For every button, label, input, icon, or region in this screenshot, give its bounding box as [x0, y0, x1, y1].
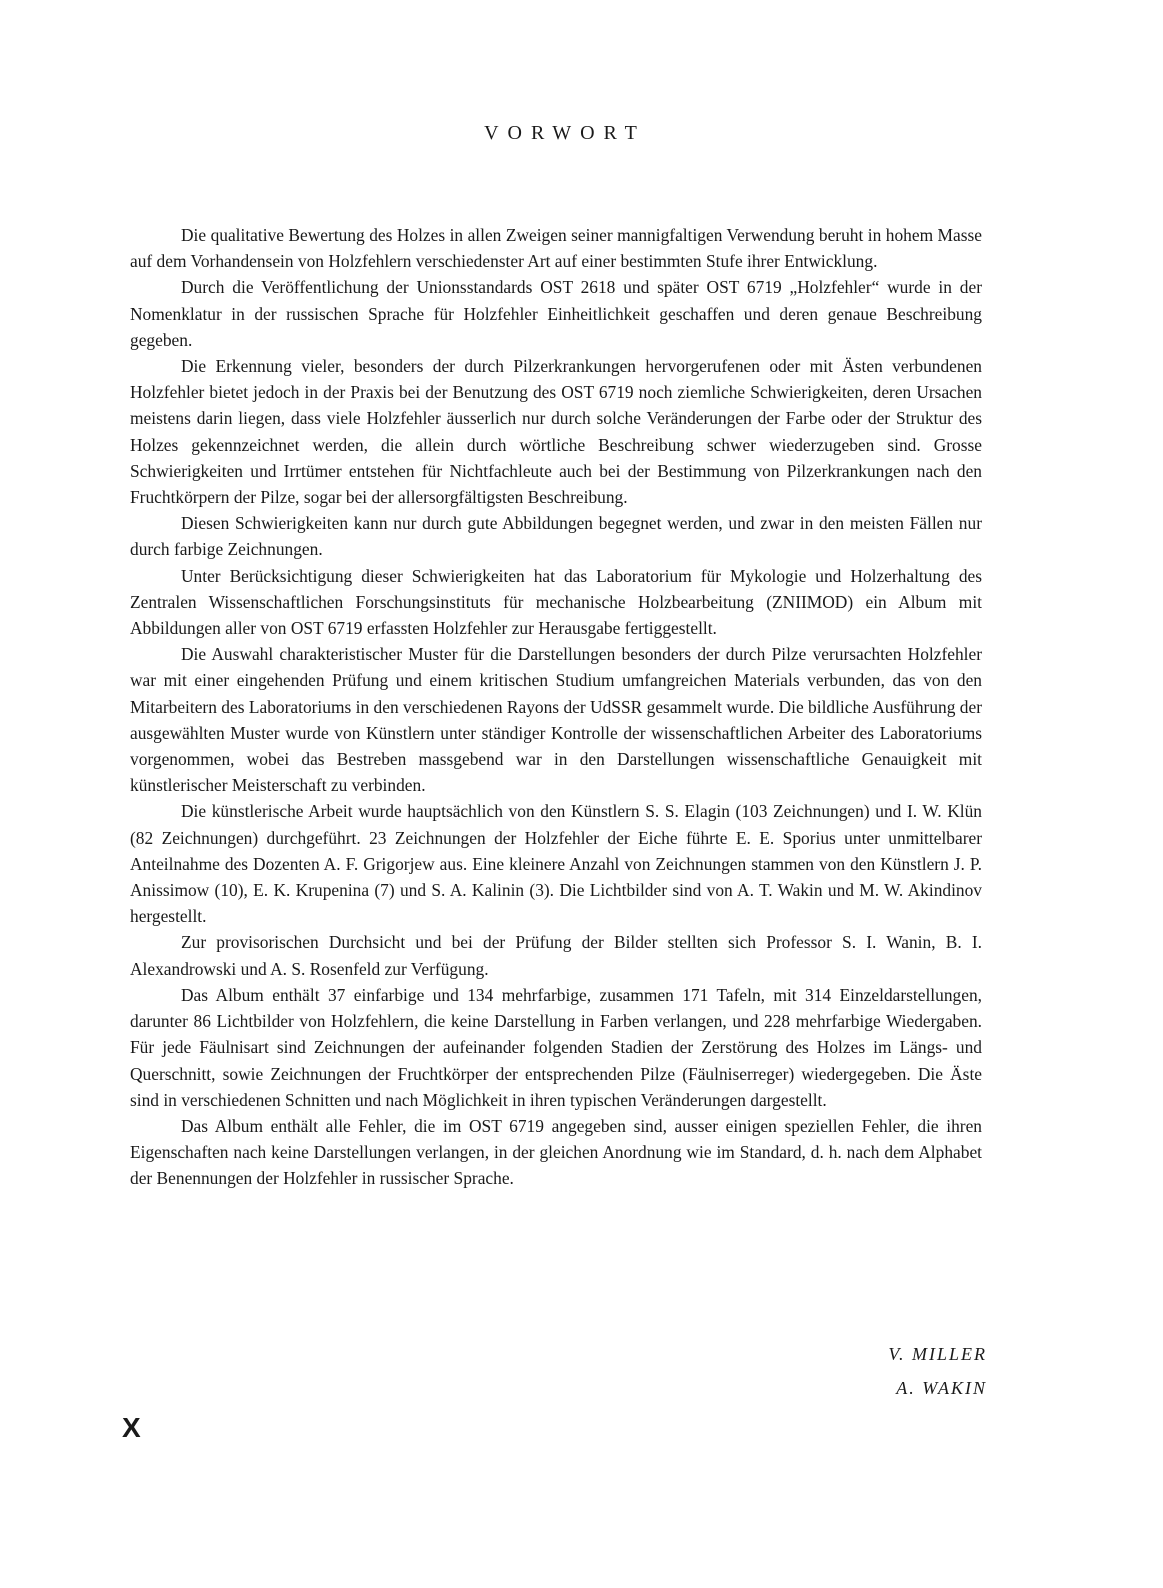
paragraph: Die Auswahl charakteristischer Muster für die Darstellungen besonders der durch Pilze verursachten Holzfehler war mit einer eingehenden Prüfung und einem kritischen Studium umfangreichen Materials verbunden, das von den Mitarbeitern des Laboratoriums in den verschiedenen Rayons der UdSSR gesammelt wurde. Die bildliche Ausführung der ausgewählten Muster wurde von Künstlern unter ständiger Kontrolle der wissenschaftlichen Arbeiter des Laboratoriums vorgenommen, wobei das Bestreben massgebend war in den Darstellungen wissenschaftliche Genauigkeit mit künstlerischer Meisterschaft zu verbinden.	[130, 644, 982, 796]
signature-name: V. MILLER	[888, 1344, 987, 1364]
paragraph: Zur provisorischen Durchsicht und bei der Prüfung der Bilder stellten sich Professor S. I. Wanin, B. I. Alexandrowski und A. S. Rosenfeld zur Verfügung.	[130, 932, 982, 979]
body-text	[130, 222, 982, 1192]
paragraph: Die Erkennung vieler, besonders der durch Pilzerkrankungen hervorgerufenen oder mit Ästen verbundenen Holzfehler bietet jedoch in der Praxis bei der Benutzung des OST 6719 noch ziemliche Schwierigkeiten, deren Ursachen meistens darin liegen, dass viele Holzfehler äusserlich nur durch solche Veränderungen der Farbe oder der Struktur des Holzes gekennzeichnet werden, die allein durch wörtliche Beschreibung schwer wiederzugeben sind. Grosse Schwierigkeiten und Irrtümer entstehen für Nichtfachleute auch bei der Bestimmung von Pilzerkrankungen nach den Fruchtkörpern der Pilze, sogar bei der allersorgfältigsten Beschreibung.	[130, 356, 982, 508]
paragraph: Durch die Veröffentlichung der Unionsstandards OST 2618 und später OST 6719 „Holzfehler“ wurde in der Nomenklatur in der russischen Sprache für Holzfehler Einheitlichkeit geschaffen und deren genaue Beschreibung gegeben.	[130, 277, 982, 350]
paragraph: Diesen Schwierigkeiten kann nur durch gute Abbildungen begegnet werden, und zwar in den meisten Fällen nur durch farbige Zeichnungen.	[130, 513, 982, 560]
signature-block	[888, 1337, 987, 1405]
signature-name: A. WAKIN	[896, 1378, 987, 1398]
paragraph: Die qualitative Bewertung des Holzes in allen Zweigen seiner mannigfaltigen Verwendung beruht in hohem Masse auf dem Vorhandensein von Holzfehlern verschiedenster Art auf einer bestimmten Stufe ihrer Entwicklung.	[130, 225, 982, 272]
paragraph: Unter Berücksichtigung dieser Schwierigkeiten hat das Laboratorium für Mykologie und Holzerhaltung des Zentralen Wissenschaftlichen Forschungsinstituts für mechanische Holzbearbeitung (ZNIIMOD) ein Album mit Abbildungen aller von OST 6719 erfassten Holzfehler zur Herausgabe fertiggestellt.	[130, 565, 982, 639]
paragraph: Die künstlerische Arbeit wurde hauptsächlich von den Künstlern S. S. Elagin (103 Zeichnungen) und I. W. Klün (82 Zeichnungen) durchgeführt. 23 Zeichnungen der Holzfehler der Eiche führte E. E. Sporius unter unmittelbarer Anteilnahme des Dozenten A. F. Grigorjew aus. Eine kleinere Anzahl von Zeichnungen stammen von den Künstlern J. P. Anissimow (10), E. K. Krupenina (7) und S. A. Kalinin (3). Die Lichtbilder sind von A. T. Wakin und M. W. Akindinov hergestellt.	[130, 801, 982, 927]
paragraph: Das Album enthält 37 einfarbige und 134 mehrfarbige, zusammen 171 Tafeln, mit 314 Einzeldarstellungen, darunter 86 Lichtbilder von Holzfehlern, die keine Darstellung in Farben verlangen, und 228 mehrfarbige Wiedergaben. Für jede Fäulnisart sind Zeichnungen der aufeinander folgenden Stadien der Zerstörung des Holzes im Längs- und Querschnitt, sowie Zeichnungen der Fruchtkörper der entsprechenden Pilze (Fäulniserreger) wiedergegeben. Die Äste sind in verschiedenen Schnitten und nach Möglichkeit in ihren typischen Veränderungen dargestellt.	[130, 984, 982, 1110]
page-number: X	[122, 1412, 141, 1443]
page-title: VORWORT	[484, 122, 646, 144]
paragraph: Das Album enthält alle Fehler, die im OST 6719 angegeben sind, ausser einigen speziellen Fehler, die ihren Eigenschaften nach keine Darstellungen verlangen, in der gleichen Anordnung wie im Standard, d. h. nach dem Alphabet der Benennungen der Holzfehler in russischer Sprache.	[130, 1115, 982, 1189]
